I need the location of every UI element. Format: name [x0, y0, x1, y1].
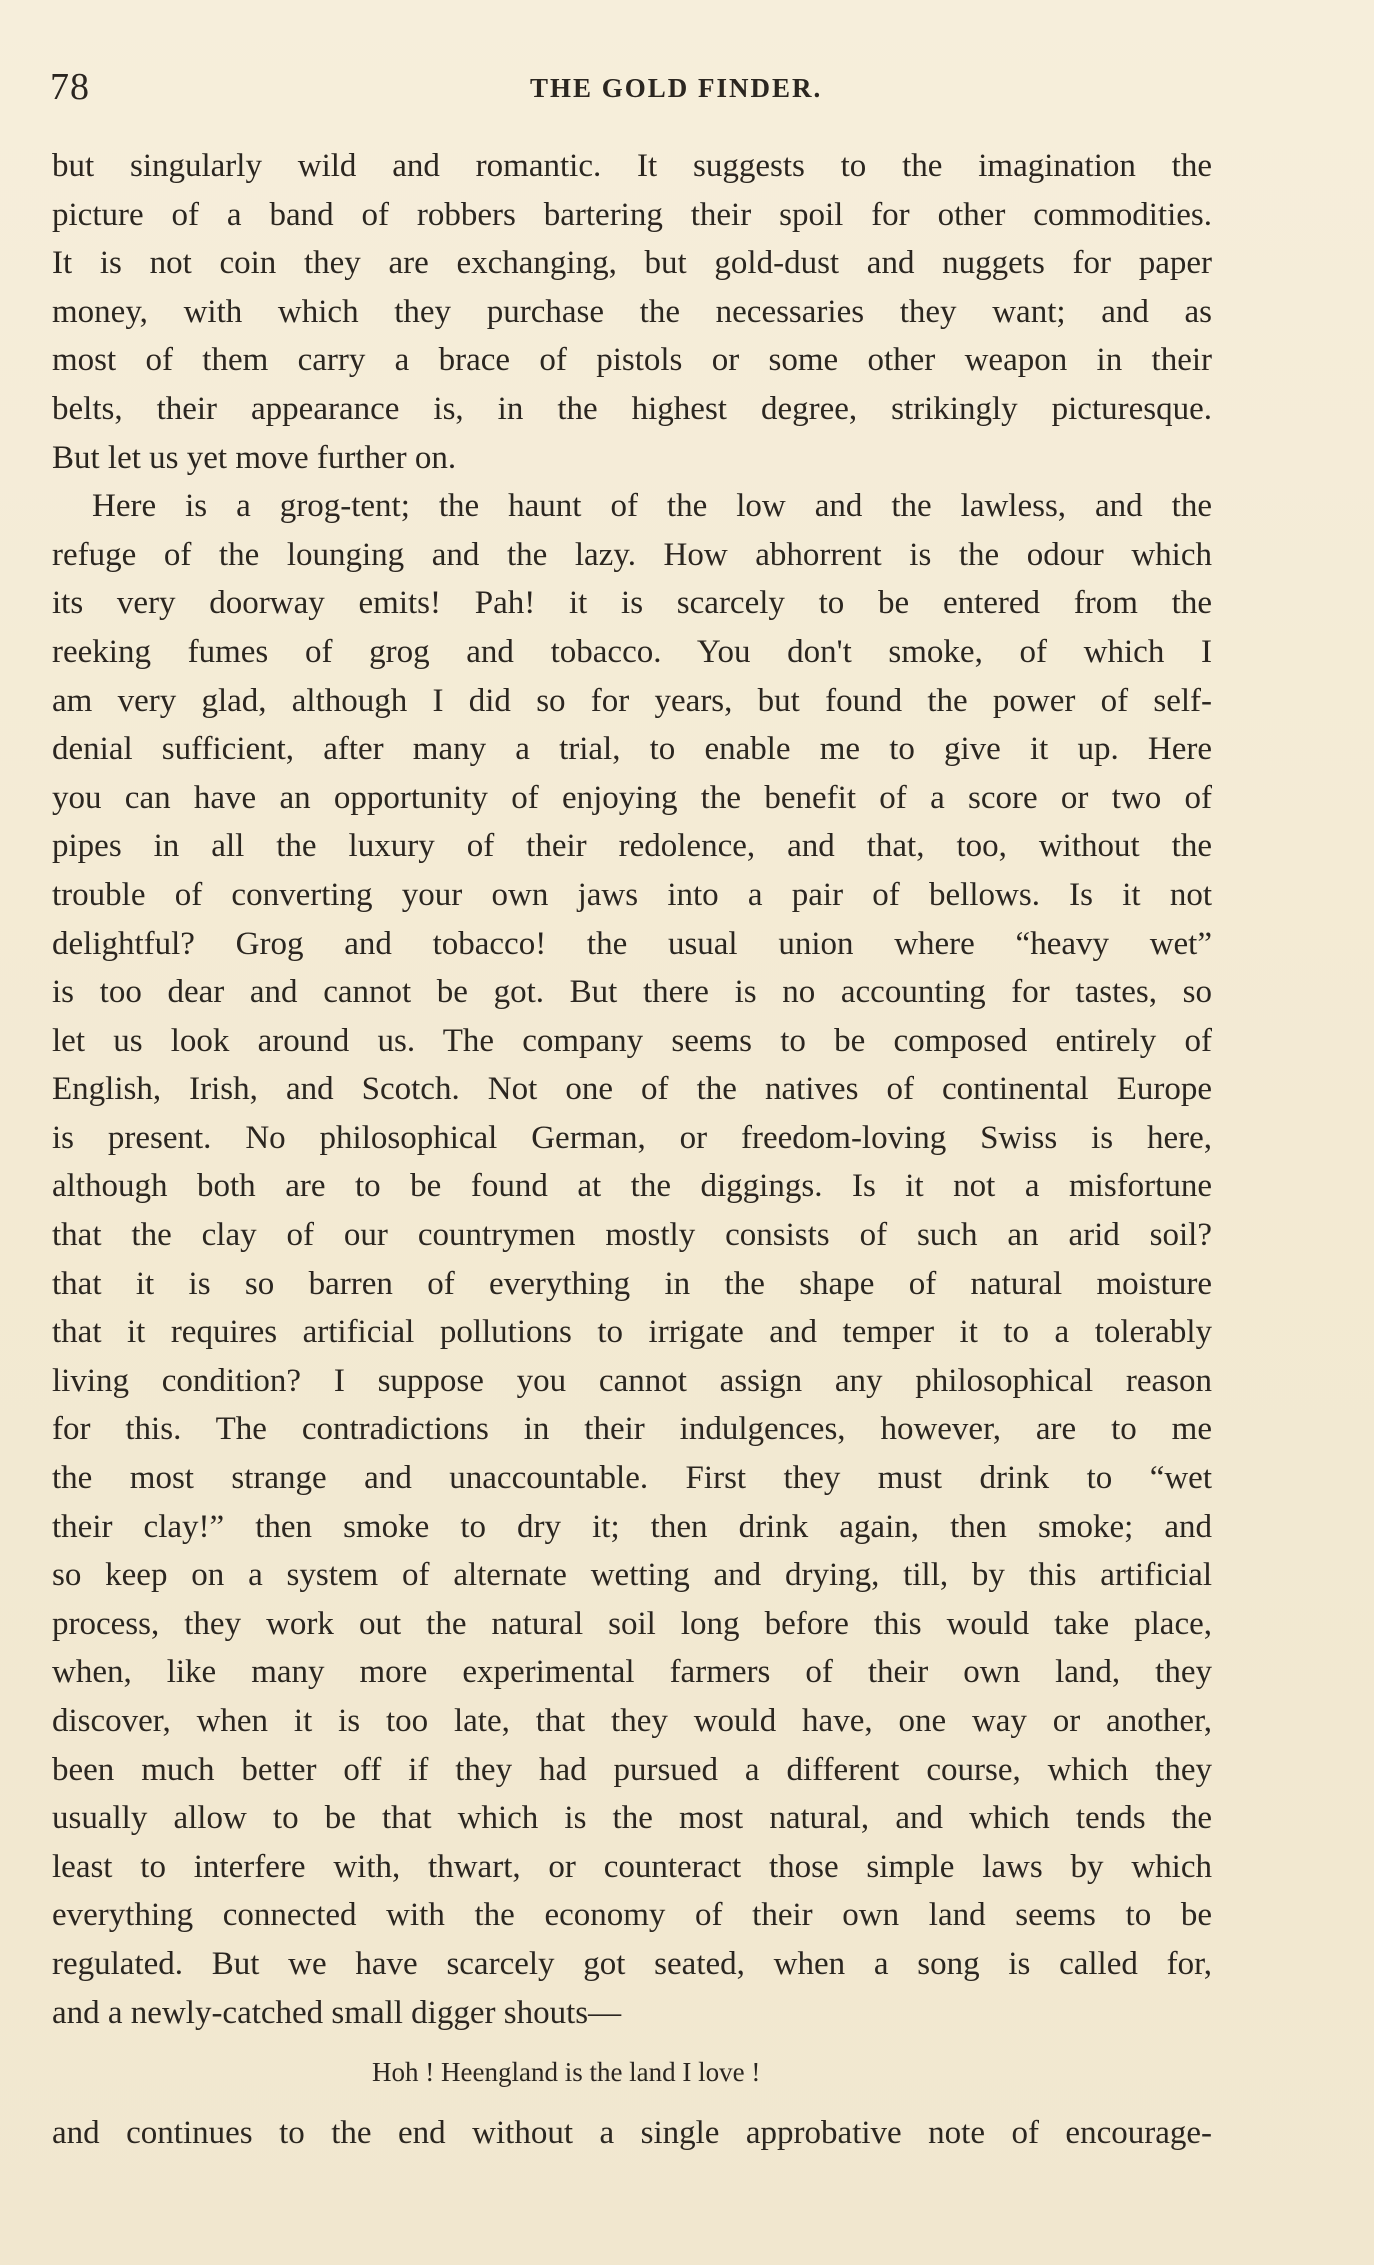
text-line: and continues to the end without a single approbative note of encourage- — [52, 2115, 1212, 2152]
text-line: regulated. But we have scarcely got seated, when a song is called for, — [52, 1945, 1212, 1982]
verse-quote: Hoh ! Heengland is the land I love ! — [372, 2057, 761, 2088]
text-line: discover, when it is too late, that they would have, one way or another, — [52, 1703, 1212, 1739]
text-line: am very glad, although I did so for years, but found the power of self- — [52, 682, 1212, 719]
text-line: that it is so barren of everything in the shape of natural moisture — [52, 1265, 1212, 1302]
text-line: Here is a grog-tent; the haunt of the low and the lawless, and the — [92, 488, 1212, 525]
text-line: most of them carry a brace of pistols or some other weapon in their — [52, 342, 1212, 379]
page-header — [50, 62, 1210, 112]
running-title: THE GOLD FINDER. — [530, 73, 823, 103]
text-line: everything connected with the economy of their own land seems to be — [52, 1897, 1212, 1934]
text-line: been much better off if they had pursued a different course, which they — [52, 1751, 1212, 1788]
text-line: living condition? I suppose you cannot assign any philosophical reason — [52, 1362, 1212, 1399]
text-line: It is not coin they are exchanging, but gold-dust and nuggets for paper — [52, 245, 1212, 282]
text-line: money, with which they purchase the necessaries they want; and as — [52, 293, 1212, 330]
text-line: picture of a band of robbers bartering their spoil for other commodities. — [52, 196, 1212, 233]
text-line: is present. No philosophical German, or freedom-loving Swiss is here, — [52, 1119, 1212, 1156]
text-line: belts, their appearance is, in the highest degree, strikingly picturesque. — [52, 390, 1212, 427]
text-line: least to interfere with, thwart, or counteract those simple laws by which — [52, 1848, 1212, 1885]
text-line: the most strange and unaccountable. First they must drink to “wet — [52, 1460, 1212, 1497]
text-line: you can have an opportunity of enjoying the benefit of a score or two of — [52, 779, 1212, 816]
text-line: for this. The contradictions in their indulgences, however, are to me — [52, 1411, 1212, 1448]
text-line: But let us yet move further on. — [52, 439, 457, 476]
text-line: refuge of the lounging and the lazy. How abhorrent is the odour which — [52, 536, 1212, 573]
text-line: is too dear and cannot be got. But there is no accounting for tastes, so — [52, 974, 1212, 1011]
text-line: reeking fumes of grog and tobacco. You don't smoke, of which I — [52, 633, 1212, 670]
page-number: 78 — [50, 66, 90, 108]
text-line: their clay!” then smoke to dry it; then drink again, then smoke; and — [52, 1508, 1212, 1545]
text-line: although both are to be found at the diggings. Is it not a misfortune — [52, 1168, 1212, 1205]
text-line: usually allow to be that which is the most natural, and which tends the — [52, 1800, 1212, 1837]
text-line: delightful? Grog and tobacco! the usual union where “heavy wet” — [52, 925, 1212, 962]
text-line: denial sufficient, after many a trial, to enable me to give it up. Here — [52, 731, 1212, 768]
text-line: when, like many more experimental farmers of their own land, they — [52, 1654, 1212, 1691]
body-text — [52, 142, 1212, 2158]
text-line: pipes in all the luxury of their redolence, and that, too, without the — [52, 828, 1212, 865]
text-line: its very doorway emits! Pah! it is scarcely to be entered from the — [52, 585, 1212, 622]
text-line: let us look around us. The company seems to be composed entirely of — [52, 1022, 1212, 1059]
text-line: trouble of converting your own jaws into a pair of bellows. Is it not — [52, 876, 1212, 913]
text-line: process, they work out the natural soil long before this would take place, — [52, 1605, 1212, 1642]
text-line: so keep on a system of alternate wetting and drying, till, by this artificial — [52, 1557, 1212, 1594]
text-line: and a newly-catched small digger shouts— — [52, 1994, 622, 2031]
text-line: English, Irish, and Scotch. Not one of the natives of continental Europe — [52, 1071, 1212, 1108]
text-line: but singularly wild and romantic. It suggests to the imagination the — [52, 148, 1212, 184]
text-line: that it requires artificial pollutions to irrigate and temper it to a tolerably — [52, 1314, 1212, 1351]
text-line: that the clay of our countrymen mostly consists of such an arid soil? — [52, 1217, 1212, 1254]
